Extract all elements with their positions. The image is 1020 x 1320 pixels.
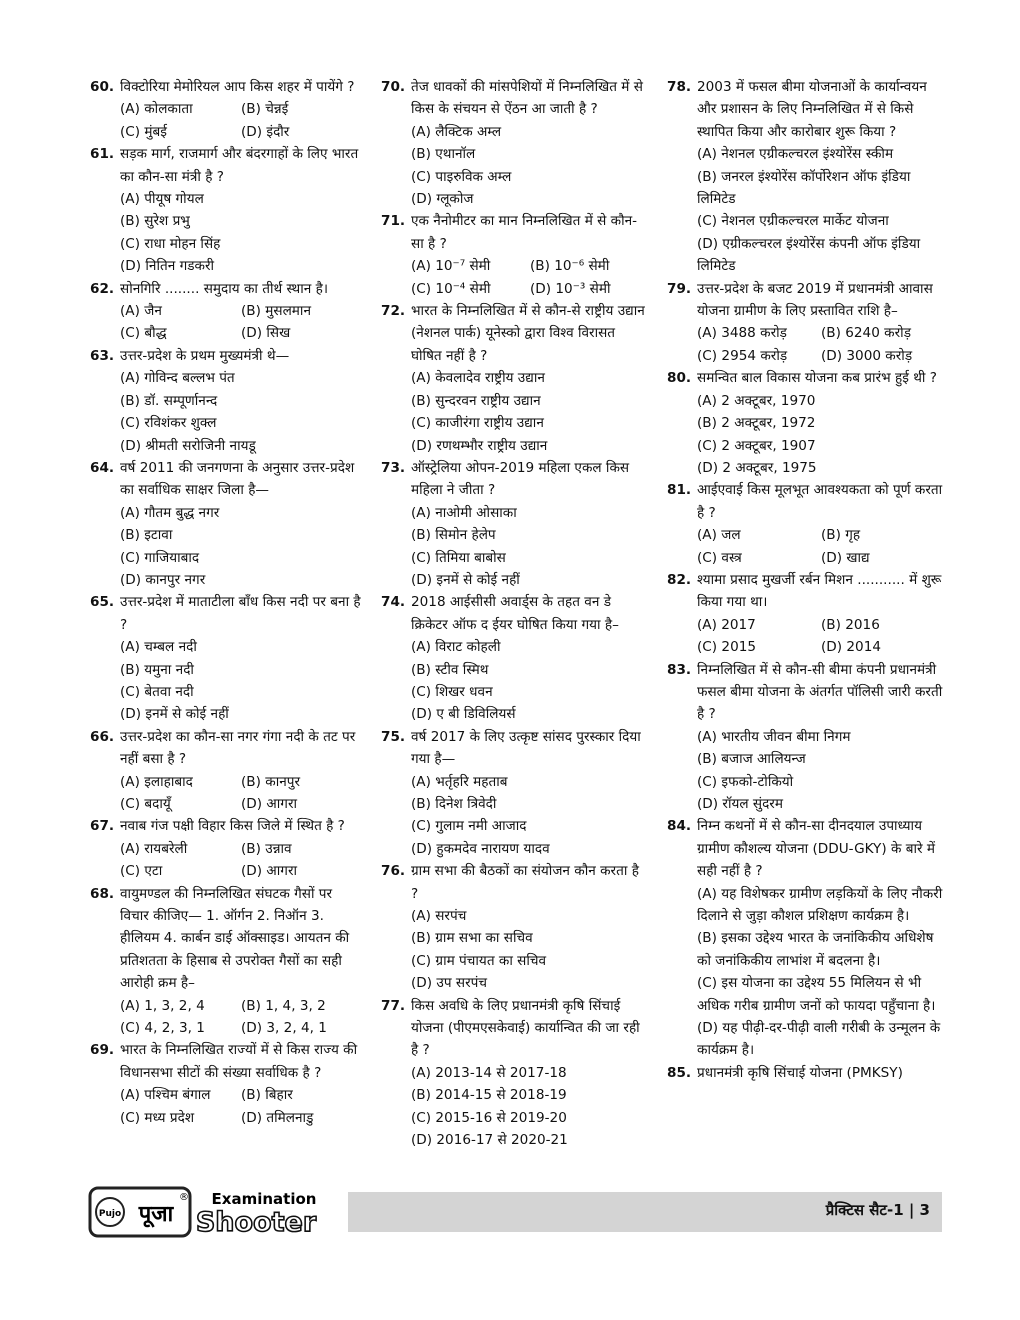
question-stem bbox=[667, 1062, 945, 1084]
question-text: निम्न कथनों में से कौन-सा दीनदयाल उपाध्याय ग्रामीण कौशल्य योजना (DDU-GKY) के बारे में सही नहीं है ? bbox=[697, 818, 936, 880]
question-81 bbox=[667, 479, 945, 569]
options-list bbox=[381, 121, 649, 211]
question-82 bbox=[667, 569, 945, 659]
question-number: 85. bbox=[667, 1064, 692, 1081]
question-60 bbox=[90, 76, 362, 143]
answer-option: (B) जनरल इंश्योरेंस कॉर्पोरेशन ऑफ इंडिया लिमिटेड bbox=[697, 168, 911, 208]
answer-option: (D) 3, 2, 4, 1 bbox=[241, 1020, 327, 1037]
answer-option: (C) 2015 bbox=[697, 639, 757, 656]
answer-option: (B) 2 अक्टूबर, 1972 bbox=[697, 415, 816, 432]
answer-option: (A) 2013-14 से 2017-18 bbox=[411, 1064, 567, 1081]
answer-option: (B) डॉ. सम्पूर्णानन्द bbox=[120, 392, 218, 409]
options-list bbox=[381, 905, 649, 995]
question-text: वायुमण्डल की निम्नलिखित संघटक गैसों पर विचार कीजिए— 1. ऑर्गन 2. निऑन 3. हीलियम 4. कार्बन डाई ऑक्साइड। आयतन की प्रतिशतता के हिसाब से उपरोक्त गैसों का सही आरोही क्रम है– bbox=[120, 885, 350, 992]
answer-option: (C) मुंबई bbox=[120, 123, 167, 140]
question-number: 67. bbox=[90, 818, 115, 835]
question-text: वर्ष 2017 के लिए उत्कृष्ट सांसद पुरस्कार दिया गया है— bbox=[411, 728, 641, 768]
column-3 bbox=[667, 76, 945, 1084]
question-text: ऑस्ट्रेलिया ओपन-2019 महिला एकल किस महिला ने जीता ? bbox=[411, 459, 630, 499]
answer-option: (D) हुकमदेव नारायण यादव bbox=[411, 840, 550, 857]
question-text: ग्राम सभा की बैठकों का संयोजन कौन करता है ? bbox=[411, 863, 639, 902]
question-83 bbox=[667, 659, 945, 816]
question-stem bbox=[90, 815, 362, 837]
answer-option: (A) जैन bbox=[120, 303, 162, 320]
answer-option: (D) ग्लूकोज bbox=[411, 191, 474, 208]
question-stem bbox=[90, 278, 362, 300]
answer-option: (A) 10⁻⁷ सेमी bbox=[411, 258, 491, 275]
answer-option: (A) विराट कोहली bbox=[411, 639, 501, 656]
answer-option: (A) भर्तृहरि महताब bbox=[411, 773, 508, 790]
question-text: उत्तर-प्रदेश के बजट 2019 में प्रधानमंत्री आवास योजना ग्रामीण के लिए प्रस्तावित राशि है– bbox=[697, 280, 933, 320]
answer-option: (C) तिमिया बाबोस bbox=[411, 549, 506, 566]
answer-option: (D) एग्रीकल्चरल इंश्योरेंस कंपनी ऑफ इंडिया लिमिटेड bbox=[697, 235, 921, 275]
answer-option: (A) यह विशेषकर ग्रामीण लड़कियों के लिए नौकरी दिलाने से जुड़ा कौशल प्रशिक्षण कार्यक्रम है। bbox=[697, 885, 943, 925]
options-list bbox=[90, 1084, 362, 1129]
options-list bbox=[381, 636, 649, 726]
question-65 bbox=[90, 591, 362, 725]
question-stem bbox=[667, 659, 945, 726]
logo-shooter-text: Shooter bbox=[195, 1207, 317, 1238]
answer-option: (C) पाइरुविक अम्ल bbox=[411, 168, 512, 185]
question-84 bbox=[667, 815, 945, 1061]
question-stem bbox=[381, 726, 649, 771]
question-number: 71. bbox=[381, 213, 406, 230]
options-list bbox=[667, 726, 945, 816]
answer-option: (D) सिख bbox=[241, 325, 291, 342]
question-stem bbox=[381, 457, 649, 502]
question-75 bbox=[381, 726, 649, 860]
question-stem bbox=[90, 76, 362, 98]
question-text: उत्तर-प्रदेश में माताटीला बाँध किस नदी पर बना है ? bbox=[120, 594, 361, 633]
question-stem bbox=[667, 367, 945, 389]
answer-option: (C) मध्य प्रदेश bbox=[120, 1109, 195, 1126]
question-stem bbox=[90, 726, 362, 771]
answer-option: (B) इसका उद्देश्य भारत के जनांकिकीय अधिशेष को जनांकिकीय लाभांश में बदलना है। bbox=[697, 930, 934, 969]
answer-option: (C) गुलाम नमी आजाद bbox=[411, 818, 527, 835]
answer-option: (C) गाजियाबाद bbox=[120, 549, 200, 566]
answer-option: (A) 2 अक्टूबर, 1970 bbox=[697, 392, 816, 409]
options-list bbox=[90, 188, 362, 278]
answer-option: (B) 1, 4, 3, 2 bbox=[241, 997, 326, 1014]
options-list bbox=[90, 300, 362, 345]
answer-option: (A) गोविन्द बल्लभ पंत bbox=[120, 370, 235, 387]
answer-option: (D) 2014 bbox=[821, 639, 881, 656]
answer-option: (D) रणथम्भौर राष्ट्रीय उद्यान bbox=[411, 437, 548, 454]
answer-option: (B) सुन्दरवन राष्ट्रीय उद्यान bbox=[411, 392, 541, 409]
question-number: 62. bbox=[90, 280, 115, 297]
answer-option: (C) इफको-टोकियो bbox=[697, 773, 794, 790]
question-number: 60. bbox=[90, 79, 115, 95]
answer-option: (A) केवलादेव राष्ट्रीय उद्यान bbox=[411, 370, 545, 387]
answer-option: (B) गृह bbox=[821, 527, 861, 544]
answer-option: (A) पीयूष गोयल bbox=[120, 191, 204, 208]
options-list bbox=[381, 367, 649, 457]
answer-option: (B) बजाज आलियन्ज bbox=[697, 751, 806, 768]
options-list bbox=[90, 98, 362, 143]
question-text: वर्ष 2011 की जनगणना के अनुसार उत्तर-प्रदेश का सर्वाधिक साक्षर जिला है— bbox=[120, 459, 355, 499]
options-list bbox=[667, 390, 945, 480]
answer-option: (B) 2016 bbox=[821, 616, 880, 633]
options-list bbox=[381, 502, 649, 592]
question-number: 74. bbox=[381, 594, 406, 611]
question-text: किस अवधि के लिए प्रधानमंत्री कृषि सिंचाई योजना (पीएमएसकेवाई) कार्यान्वित की जा रही है ? bbox=[411, 997, 640, 1059]
question-text: श्यामा प्रसाद मुखर्जी रर्बन मिशन ........... में शुरू किया गया था। bbox=[697, 571, 942, 611]
question-63 bbox=[90, 345, 362, 457]
options-list bbox=[90, 771, 362, 816]
logo-registered: ® bbox=[179, 1192, 189, 1203]
question-text: एक नैनोमीटर का मान निम्नलिखित में से कौन-सा है ? bbox=[411, 213, 638, 252]
answer-option: (B) 10⁻⁶ सेमी bbox=[530, 258, 610, 275]
answer-option: (A) 1, 3, 2, 4 bbox=[120, 997, 205, 1014]
question-stem bbox=[381, 995, 649, 1062]
question-stem bbox=[90, 345, 362, 367]
answer-option: (D) उप सरपंच bbox=[411, 975, 487, 992]
answer-option: (C) एटा bbox=[120, 863, 163, 880]
question-text: 2003 में फसल बीमा योजनाओं के कार्यान्वयन और प्रशासन के लिए निम्नलिखित में से किसे स्थापित किया और कारोबार शुरू किया ? bbox=[697, 79, 927, 140]
question-number: 80. bbox=[667, 370, 692, 387]
question-76 bbox=[381, 860, 649, 994]
question-number: 83. bbox=[667, 661, 692, 678]
answer-option: (A) लैक्टिक अम्ल bbox=[411, 123, 502, 140]
question-text: विक्टोरिया मेमोरियल आप किस शहर में पायेंगे ? bbox=[120, 79, 355, 95]
answer-option: (A) 2017 bbox=[697, 616, 756, 633]
question-text: भारत के निम्नलिखित में से कौन-से राष्ट्रीय उद्यान (नेशनल पार्क) यूनेस्को द्वारा विश्व विरासत घोषित नहीं है ? bbox=[411, 303, 645, 364]
options-list bbox=[381, 1062, 649, 1152]
question-number: 77. bbox=[381, 997, 406, 1014]
options-list bbox=[667, 143, 945, 277]
publisher-logo bbox=[88, 1186, 338, 1238]
question-text: 2018 आईसीसी अवार्ड्स के तहत वन डे क्रिकेटर ऑफ द ईयर घोषित किया गया है– bbox=[411, 594, 619, 633]
answer-option: (D) 2016-17 से 2020-21 bbox=[411, 1132, 568, 1149]
answer-option: (C) राधा मोहन सिंह bbox=[120, 235, 221, 252]
answer-option: (D) कानपुर नगर bbox=[120, 571, 206, 588]
answer-option: (B) सुरेश प्रभु bbox=[120, 213, 190, 230]
question-text: सड़क मार्ग, राजमार्ग और बंदरगाहों के लिए भारत का कौन-सा मंत्री है ? bbox=[120, 146, 359, 185]
question-number: 66. bbox=[90, 728, 115, 745]
answer-option: (D) 3000 करोड़ bbox=[821, 347, 913, 364]
question-text: प्रधानमंत्री कृषि सिंचाई योजना (PMKSY) bbox=[697, 1064, 903, 1081]
answer-option: (A) गौतम बुद्ध नगर bbox=[120, 504, 220, 521]
column-2 bbox=[381, 76, 649, 1152]
answer-option: (D) ए बी डिविलियर्स bbox=[411, 706, 516, 723]
question-79 bbox=[667, 278, 945, 368]
question-64 bbox=[90, 457, 362, 591]
question-stem bbox=[381, 76, 649, 121]
options-list bbox=[90, 636, 362, 726]
answer-option: (D) रॉयल सुंदरम bbox=[697, 796, 783, 812]
question-number: 84. bbox=[667, 818, 692, 835]
options-list bbox=[667, 614, 945, 659]
question-stem bbox=[90, 457, 362, 502]
answer-option: (A) रायबरेली bbox=[120, 840, 188, 857]
answer-option: (C) इस योजना का उद्देश्य 55 मिलियन से भी अधिक गरीब ग्रामीण जनों को फायदा पहुँचाना है। bbox=[697, 975, 936, 1014]
question-68 bbox=[90, 883, 362, 1040]
options-list bbox=[667, 883, 945, 1062]
question-number: 63. bbox=[90, 347, 115, 364]
answer-option: (A) 3488 करोड़ bbox=[697, 325, 787, 342]
question-stem bbox=[667, 479, 945, 524]
answer-option: (D) श्रीमती सरोजिनी नायडू bbox=[120, 437, 256, 454]
answer-option: (D) नितिन गडकरी bbox=[120, 258, 215, 275]
question-stem bbox=[381, 591, 649, 636]
answer-option: (B) 2014-15 से 2018-19 bbox=[411, 1087, 567, 1104]
answer-option: (D) इनमें से कोई नहीं bbox=[411, 571, 520, 588]
question-number: 72. bbox=[381, 303, 406, 320]
question-74 bbox=[381, 591, 649, 725]
answer-option: (B) चेन्नई bbox=[241, 101, 289, 118]
question-number: 70. bbox=[381, 79, 406, 95]
answer-option: (C) वस्त्र bbox=[697, 549, 742, 566]
question-number: 61. bbox=[90, 146, 115, 163]
question-number: 82. bbox=[667, 571, 692, 588]
answer-option: (B) ग्राम सभा का सचिव bbox=[411, 930, 533, 947]
answer-option: (C) ग्राम पंचायत का सचिव bbox=[411, 952, 547, 969]
logo-hindi-text: पूजा bbox=[138, 1202, 174, 1227]
question-number: 75. bbox=[381, 728, 406, 745]
options-list bbox=[90, 838, 362, 883]
answer-option: (A) इलाहाबाद bbox=[120, 773, 193, 790]
options-list bbox=[90, 367, 362, 457]
answer-option: (B) मुसलमान bbox=[241, 303, 311, 320]
answer-option: (B) 6240 करोड़ bbox=[821, 325, 911, 342]
question-71 bbox=[381, 210, 649, 300]
answer-option: (C) काजीरंगा राष्ट्रीय उद्यान bbox=[411, 415, 544, 432]
answer-option: (C) 10⁻⁴ सेमी bbox=[411, 280, 491, 297]
question-number: 76. bbox=[381, 863, 406, 880]
question-text: समन्वित बाल विकास योजना कब प्रारंभ हुई थी ? bbox=[697, 370, 937, 387]
question-85 bbox=[667, 1062, 945, 1084]
question-number: 79. bbox=[667, 280, 692, 297]
answer-option: (D) खाद्य bbox=[821, 549, 870, 566]
answer-option: (A) नाओमी ओसाका bbox=[411, 504, 517, 521]
answer-option: (B) उन्नाव bbox=[241, 840, 292, 857]
answer-option: (B) सिमोन हेलेप bbox=[411, 527, 496, 544]
question-stem bbox=[90, 1039, 362, 1084]
question-61 bbox=[90, 143, 362, 277]
question-stem bbox=[381, 860, 649, 905]
answer-option: (D) 2 अक्टूबर, 1975 bbox=[697, 459, 817, 476]
page-footer bbox=[88, 1186, 942, 1238]
question-number: 69. bbox=[90, 1042, 115, 1059]
answer-option: (D) तमिलनाडु bbox=[241, 1109, 314, 1126]
answer-option: (A) जल bbox=[697, 527, 741, 544]
question-number: 65. bbox=[90, 594, 115, 611]
answer-option: (A) कोलकाता bbox=[120, 101, 193, 118]
answer-option: (A) सरपंच bbox=[411, 908, 467, 925]
answer-option: (B) यमुना नदी bbox=[120, 661, 194, 678]
question-stem bbox=[381, 210, 649, 255]
answer-option: (C) बदायूँ bbox=[120, 796, 171, 812]
answer-option: (D) आगरा bbox=[241, 796, 298, 812]
answer-option: (C) 2015-16 से 2019-20 bbox=[411, 1109, 567, 1126]
answer-option: (A) पश्चिम बंगाल bbox=[120, 1087, 211, 1104]
answer-option: (C) 2954 करोड़ bbox=[697, 347, 788, 364]
answer-option: (D) इनमें से कोई नहीं bbox=[120, 706, 229, 723]
question-80 bbox=[667, 367, 945, 479]
question-67 bbox=[90, 815, 362, 882]
question-70 bbox=[381, 76, 649, 210]
question-stem bbox=[90, 883, 362, 995]
logo-small-text: Pujo bbox=[98, 1209, 122, 1219]
question-stem bbox=[667, 76, 945, 143]
answer-option: (A) भारतीय जीवन बीमा निगम bbox=[697, 728, 851, 745]
question-stem bbox=[90, 591, 362, 636]
question-text: आईएवाई किस मूलभूत आवश्यकता को पूर्ण करता है ? bbox=[697, 482, 943, 521]
options-list bbox=[90, 995, 362, 1040]
options-list bbox=[667, 322, 945, 367]
question-77 bbox=[381, 995, 649, 1152]
answer-option: (D) आगरा bbox=[241, 863, 298, 880]
question-78 bbox=[667, 76, 945, 278]
answer-option: (B) स्टीव स्मिथ bbox=[411, 661, 489, 678]
question-stem bbox=[90, 143, 362, 188]
answer-option: (B) बिहार bbox=[241, 1087, 293, 1104]
options-list bbox=[90, 502, 362, 592]
answer-option: (D) यह पीढ़ी-दर-पीढ़ी वाली गरीबी के उन्मूलन के कार्यक्रम है। bbox=[697, 1020, 941, 1059]
answer-option: (A) चम्बल नदी bbox=[120, 639, 197, 656]
question-text: सोनगिरि ........ समुदाय का तीर्थ स्थान है। bbox=[120, 280, 328, 297]
question-66 bbox=[90, 726, 362, 816]
answer-option: (C) 4, 2, 3, 1 bbox=[120, 1020, 205, 1037]
answer-option: (C) शिखर धवन bbox=[411, 683, 493, 700]
answer-option: (B) इटावा bbox=[120, 527, 173, 544]
answer-option: (C) नेशनल एग्रीकल्चरल मार्केट योजना bbox=[697, 213, 889, 230]
question-stem bbox=[667, 278, 945, 323]
answer-option: (C) 2 अक्टूबर, 1907 bbox=[697, 437, 816, 454]
logo-exam-text: Examination bbox=[211, 1190, 317, 1208]
question-text: तेज धावकों की मांसपेशियों में निम्नलिखित में से किस के संचयन से ऐंठन आ जाती है ? bbox=[411, 79, 643, 118]
options-list bbox=[381, 255, 649, 300]
answer-option: (B) कानपुर bbox=[241, 773, 301, 790]
question-72 bbox=[381, 300, 649, 457]
question-62 bbox=[90, 278, 362, 345]
question-69 bbox=[90, 1039, 362, 1129]
answer-option: (D) इंदौर bbox=[241, 123, 290, 140]
question-stem bbox=[667, 569, 945, 614]
answer-option: (C) बौद्ध bbox=[120, 325, 167, 342]
question-number: 78. bbox=[667, 79, 692, 95]
column-1 bbox=[90, 76, 362, 1129]
options-list bbox=[667, 524, 945, 569]
question-stem bbox=[667, 815, 945, 882]
question-text: उत्तर-प्रदेश का कौन-सा नगर गंगा नदी के तट पर नहीं बसा है ? bbox=[120, 728, 356, 768]
question-number: 64. bbox=[90, 459, 115, 476]
answer-option: (A) नेशनल एग्रीकल्चरल इंश्योरेंस स्कीम bbox=[697, 146, 894, 163]
question-number: 73. bbox=[381, 459, 406, 476]
question-text: निम्नलिखित में से कौन-सी बीमा कंपनी प्रधानमंत्री फसल बीमा योजना के अंतर्गत पॉलिसी जारी करती है ? bbox=[697, 661, 943, 723]
page-number-label: प्रैक्टिस सैट-1 | 3 bbox=[825, 1201, 930, 1219]
question-stem bbox=[381, 300, 649, 367]
question-text: भारत के निम्नलिखित राज्यों में से किस राज्य की विधानसभा सीटों की संख्या सर्वाधिक है ? bbox=[120, 1042, 358, 1081]
answer-option: (B) एथानॉल bbox=[411, 146, 476, 163]
question-text: उत्तर-प्रदेश के प्रथम मुख्यमंत्री थे— bbox=[120, 347, 290, 364]
question-number: 68. bbox=[90, 885, 115, 902]
answer-option: (C) बेतवा नदी bbox=[120, 683, 194, 700]
question-number: 81. bbox=[667, 482, 692, 499]
options-list bbox=[381, 771, 649, 861]
answer-option: (D) 10⁻³ सेमी bbox=[530, 280, 611, 297]
question-text: नवाब गंज पक्षी विहार किस जिले में स्थित है ? bbox=[120, 818, 345, 835]
answer-option: (B) दिनेश त्रिवेदी bbox=[411, 796, 497, 812]
answer-option: (C) रविशंकर शुक्ल bbox=[120, 415, 217, 432]
question-73 bbox=[381, 457, 649, 591]
